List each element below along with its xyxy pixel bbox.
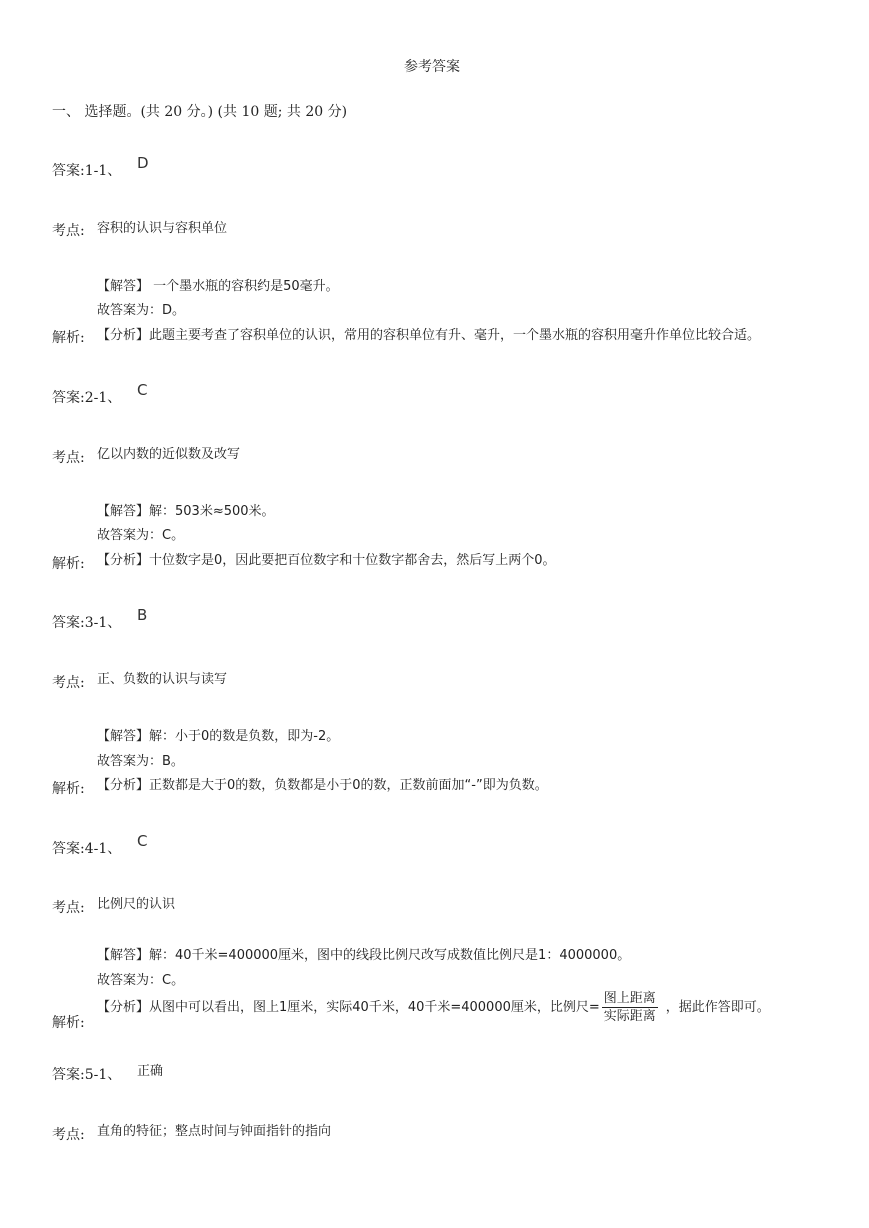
question-number: 3-1、 [84, 615, 122, 631]
topic-label: 考点: [52, 900, 85, 916]
analysis-text: 【分析】十位数字是0，因此要把百位数字和十位数字都舍去，然后写上两个0。 [97, 553, 556, 568]
scale-fraction [602, 992, 658, 1023]
analysis-label: 解析: [52, 781, 85, 797]
question-number: 5-1、 [84, 1067, 122, 1083]
conclusion-text: 故答案为：B。 [97, 754, 184, 769]
solution-text: 【解答】 一个墨水瓶的容积约是50毫升。 [97, 279, 339, 294]
topic-text: 比例尺的认识 [97, 897, 176, 912]
section-heading: 一、 选择题。(共 20 分。) (共 10 题; 共 20 分) [52, 104, 348, 120]
answer-value: C [137, 381, 148, 399]
analysis-label: 解析: [52, 1015, 85, 1031]
answer-value: C [137, 832, 148, 850]
fraction-denominator: 实际距离 [603, 1009, 656, 1024]
page-title: 参考答案 [404, 59, 460, 75]
answer-label: 答案:3-1、 [52, 615, 122, 631]
topic-label: 考点: [52, 1127, 85, 1143]
answer-value: B [137, 606, 148, 624]
analysis-text: 【分析】此题主要考查了容积单位的认识，常用的容积单位有升、毫升，一个墨水瓶的容积用毫升作单位比较合适。 [97, 328, 761, 343]
answer-label: 答案:5-1、 [52, 1067, 122, 1083]
analysis-text: 【分析】从图中可以看出，图上1厘米，实际40千米，40千米=400000厘米，比例尺= $\frac{\text{图上距离}}{\text{实际距离}}$ ，据此作答即可。 [97, 991, 770, 1024]
solution-text: 【解答】解：小于0的数是负数，即为-2。 [97, 729, 340, 744]
answer-value: D [137, 154, 149, 172]
answer-label: 答案:2-1、 [52, 390, 122, 406]
conclusion-text: 故答案为：C。 [97, 528, 185, 543]
fraction-numerator: 图上距离 [603, 991, 656, 1006]
solution-text: 【解答】解：40千米=400000厘米，图中的线段比例尺改写成数值比例尺是1：4000000。 [97, 948, 631, 963]
analysis-text: 【分析】正数都是大于0的数，负数都是小于0的数，正数前面加“-”即为负数。 [97, 778, 548, 793]
conclusion-text: 故答案为：C。 [97, 973, 185, 988]
question-number: 2-1、 [84, 390, 122, 406]
analysis-label: 解析: [52, 330, 85, 346]
topic-text: 容积的认识与容积单位 [97, 221, 228, 236]
topic-label: 考点: [52, 450, 85, 466]
answer-label: 答案:1-1、 [52, 163, 122, 179]
conclusion-text: 故答案为：D。 [97, 303, 186, 318]
question-number: 4-1、 [84, 841, 122, 857]
topic-text: 亿以内数的近似数及改写 [97, 447, 241, 462]
answer-label: 答案:4-1、 [52, 841, 122, 857]
topic-label: 考点: [52, 675, 85, 691]
question-number: 1-1、 [84, 163, 122, 179]
topic-text: 正、负数的认识与读写 [97, 672, 228, 687]
topic-label: 考点: [52, 223, 85, 239]
answer-value: 正确 [137, 1064, 164, 1079]
solution-text: 【解答】解：503米≈500米。 [97, 504, 275, 519]
analysis-label: 解析: [52, 556, 85, 572]
topic-text: 直角的特征；整点时间与钟面指针的指向 [97, 1124, 332, 1139]
